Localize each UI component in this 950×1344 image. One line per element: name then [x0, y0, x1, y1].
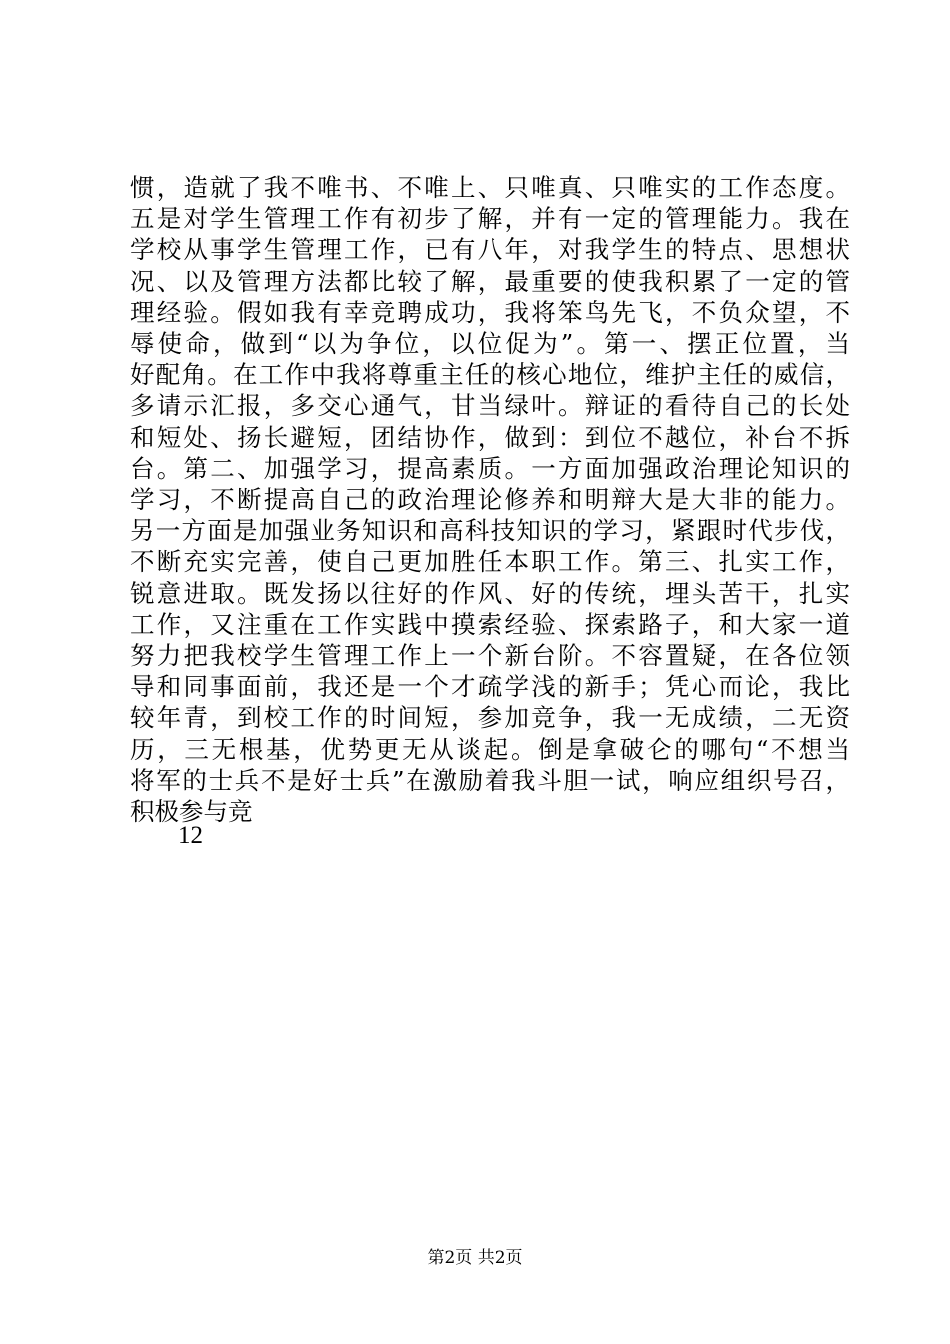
text-line: 学习，不断提高自己的政治理论修养和明辩大是大非的能力。: [130, 485, 850, 515]
text-line: 历，三无根基，优势更无从谈起。倒是拿破仑的哪句“不想当: [130, 734, 850, 764]
page-footer: 第2页 共2页: [427, 1248, 523, 1268]
text-line: 和短处、扬长避短，团结协作，做到：到位不越位，补台不拆: [130, 422, 850, 452]
text-line: 锐意进取。既发扬以往好的作风、好的传统，埋头苦干，扎实: [130, 578, 850, 608]
text-line: 工作，又注重在工作实践中摸索经验、探索路子，和大家一道: [130, 609, 850, 639]
text-line: 多请示汇报，多交心通气，甘当绿叶。辩证的看待自己的长处: [130, 391, 850, 421]
text-line: 五是对学生管理工作有初步了解，并有一定的管理能力。我在: [130, 204, 850, 234]
text-line: 学校从事学生管理工作，已有八年，对我学生的特点、思想状: [130, 235, 850, 265]
text-line: 导和同事面前，我还是一个才疏学浅的新手；凭心而论，我比: [130, 672, 850, 702]
body-text: [130, 172, 850, 827]
text-line: 较年青，到校工作的时间短，参加竞争，我一无成绩，二无资: [130, 703, 850, 733]
text-line: 辱使命，做到“以为争位，以位促为”。第一、摆正位置，当: [130, 329, 850, 359]
text-line: 好配角。在工作中我将尊重主任的核心地位，维护主任的威信，: [130, 360, 850, 390]
text-line: 惯，造就了我不唯书、不唯上、只唯真、只唯实的工作态度。: [130, 173, 850, 202]
text-line: 将军的士兵不是好士兵”在激励着我斗胆一试，响应组织号召，: [130, 765, 850, 795]
text-line: 理经验。假如我有幸竞聘成功，我将笨鸟先飞，不负众望，不: [130, 297, 850, 327]
inline-page-number: 12: [178, 822, 203, 849]
text-line: 况、以及管理方法都比较了解，最重要的使我积累了一定的管: [130, 266, 850, 296]
text-line: 另一方面是加强业务知识和高科技知识的学习，紧跟时代步伐，: [130, 516, 850, 546]
text-line: 努力把我校学生管理工作上一个新台阶。不容置疑，在各位领: [130, 641, 850, 671]
text-line: 台。第二、加强学习，提高素质。一方面加强政治理论知识的: [130, 453, 850, 483]
text-line: 不断充实完善，使自己更加胜任本职工作。第三、扎实工作，: [130, 547, 850, 577]
text-line: 积极参与竞: [130, 797, 253, 827]
